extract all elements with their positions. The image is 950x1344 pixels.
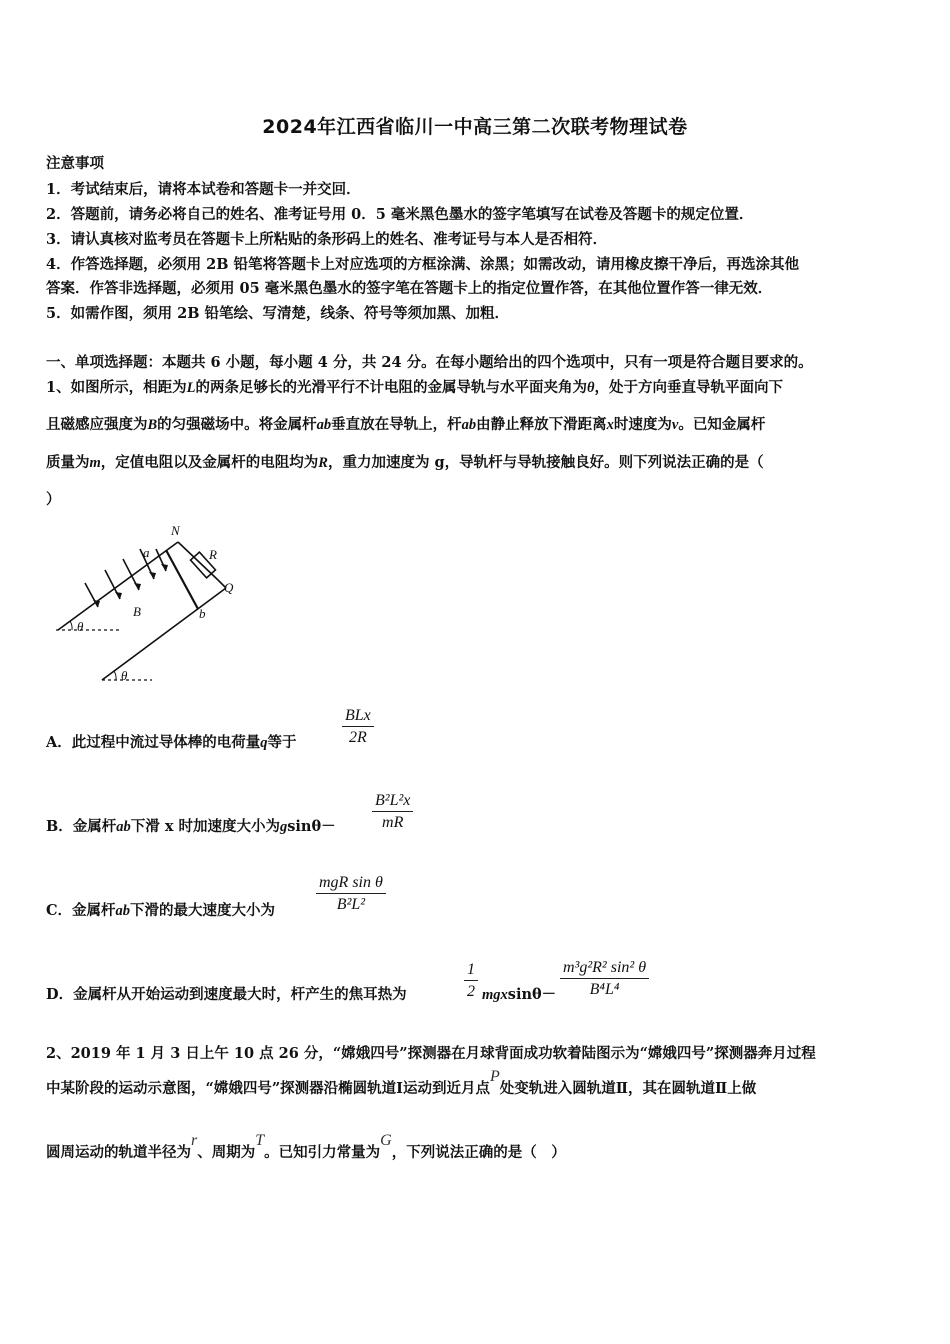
fraction-denominator: 2 (467, 983, 475, 1000)
option-d-text: D．金属杆从开始运动到速度最大时，杆产生的焦耳热为 (46, 986, 407, 1003)
option-c-text: C．金属杆 (46, 902, 116, 919)
q1-text: 1、如图所示，相距为 (46, 379, 187, 396)
q2-line-3 (46, 1132, 566, 1162)
var-ab: ab (115, 903, 131, 919)
notice-item: 1．考试结束后，请将本试卷和答题卡一并交回． (46, 181, 361, 198)
option-b[interactable] (46, 815, 336, 836)
fig-label-b: b (199, 606, 206, 621)
fraction-numerator: mgR sin θ (316, 874, 386, 894)
fig-label-theta: θ (77, 619, 84, 634)
notice-item: 答案．作答非选择题，必须用 05 毫米黑色墨水的签字笔在答题卡上的指定位置作答，在其他位置作答一律无效． (46, 280, 773, 297)
option-c[interactable] (46, 899, 275, 920)
q1-text: 且磁感应强度为 (46, 416, 148, 433)
option-b-text: B．金属杆 (46, 818, 117, 835)
fig-label-R: R (209, 547, 217, 562)
var-q: q (260, 735, 268, 751)
var-ab: ab (116, 819, 131, 835)
q1-line-4: ） (46, 491, 61, 508)
var-P: P (489, 1068, 500, 1085)
option-d[interactable] (46, 983, 407, 1004)
q1-text: 的两条足够长的光滑平行不计电阻的金属导轨与水平面夹角为 (195, 379, 587, 396)
q2-text: ，下列说法正确的是（ ） (391, 1144, 566, 1161)
option-b-fraction (372, 792, 413, 832)
q1-text: ，重力加速度为 g，导轨杆与导轨接触良好。则下列说法正确的是（ (327, 454, 764, 471)
fig-label-B: B (133, 604, 141, 619)
option-d-text: sinθ－ (507, 986, 557, 1003)
var-v: v (671, 417, 679, 433)
q1-text: ，定值电阻以及金属杆的电阻均为 (100, 454, 319, 471)
q2-text: 中某阶段的运动示意图，“嫦娥四号”探测器沿椭圆轨道Ⅰ运动到近月点 (46, 1080, 490, 1097)
var-R: R (318, 455, 328, 471)
notice-item: 2．答题前，请务必将自己的姓名、准考证号用 0．5 毫米黑色墨水的签字笔填写在试卷及答题卡的规定位置． (46, 206, 754, 223)
option-c-text: 下滑的最大速度大小为 (130, 902, 276, 919)
fig-label-a: a (143, 545, 150, 560)
option-a[interactable] (46, 731, 297, 752)
notice-item: 3．请认真核对监考员在答题卡上所粘贴的条形码上的姓名、准考证号与本人是否相符． (46, 231, 608, 248)
q1-text: 时速度为 (613, 416, 672, 433)
var-G: G (380, 1132, 392, 1149)
q1-text: 由静止释放下滑距离 (476, 416, 607, 433)
q2-text: 圆周运动的轨道半径为 (46, 1144, 191, 1161)
q1-text: 垂直放在导轨上，杆 (331, 416, 462, 433)
q1-text: 质量为 (46, 454, 90, 471)
q2-line-2 (46, 1068, 757, 1098)
fraction-numerator: BLx (342, 707, 374, 727)
var-x: x (606, 417, 614, 433)
notice-item: 4．作答选择题，必须用 2B 铅笔将答题卡上对应选项的方框涂满、涂黑；如需改动，请用橡皮擦干净后，再选涂其他 (46, 256, 800, 273)
fraction-denominator: B²L² (336, 896, 366, 913)
var-ab: ab (316, 417, 332, 433)
notice-heading: 注意事项 (46, 155, 104, 172)
notice-item: 5．如需作图，须用 2B 铅笔绘、写清楚，线条、符号等须加黑、加粗． (46, 305, 510, 322)
fig-label-Q: Q (224, 580, 234, 595)
q1-line-3 (46, 451, 764, 472)
var-T: T (255, 1132, 265, 1149)
q1-text: 的匀强磁场中。将金属杆 (157, 416, 317, 433)
var-r: r (191, 1132, 198, 1149)
option-b-text: 下滑 x 时加速度大小为 (130, 818, 281, 835)
option-d-half (464, 961, 478, 1001)
q1-line-2 (46, 413, 765, 434)
var-L: L (186, 380, 196, 396)
section-heading: 一、单项选择题：本题共 6 小题，每小题 4 分，共 24 分。在每小题给出的四个选项中，只有一项是符合题目要求的。 (46, 354, 813, 371)
var-B: B (147, 417, 158, 433)
fraction-denominator: 2R (349, 729, 367, 746)
fraction-denominator: B⁴L⁴ (589, 981, 620, 998)
option-a-text: A．此过程中流过导体棒的电荷量 (46, 734, 261, 751)
q2-text: 、周期为 (197, 1144, 256, 1161)
fraction-numerator: m³g²R² sin² θ (560, 959, 649, 979)
var-g: g (280, 819, 288, 835)
option-b-text: sinθ－ (287, 818, 336, 835)
var-mgx: mgx (482, 987, 508, 1003)
option-d-term (482, 983, 556, 1004)
fraction-numerator: B²L²x (372, 792, 413, 812)
q1-text: 。已知金属杆 (678, 416, 766, 433)
option-c-fraction (316, 874, 386, 914)
q1-figure (40, 515, 260, 690)
option-a-text: 等于 (267, 734, 297, 751)
fig-label-theta: θ (121, 668, 128, 683)
q2-text: 。已知引力常量为 (264, 1144, 381, 1161)
var-theta: θ (586, 380, 595, 396)
var-m: m (89, 455, 101, 471)
var-ab: ab (461, 417, 477, 433)
option-d-fraction (560, 959, 649, 999)
q2-line-1: 2、2019 年 1 月 3 日上午 10 点 26 分，“嫦娥四号”探测器在月球背面成功软着陆图示为“嫦娥四号”探测器奔月过程 (46, 1045, 816, 1062)
q1-line-1 (46, 376, 783, 397)
page-title: 2024年江西省临川一中高三第二次联考物理试卷 (262, 116, 688, 138)
q2-text: 处变轨进入圆轨道Ⅱ，其在圆轨道Ⅱ上做 (499, 1080, 757, 1097)
fraction-denominator: mR (382, 814, 404, 831)
q1-text: ，处于方向垂直导轨平面向下 (594, 379, 783, 396)
option-a-fraction (342, 707, 374, 747)
fraction-numerator: 1 (464, 961, 478, 981)
fig-label-N: N (171, 523, 180, 538)
